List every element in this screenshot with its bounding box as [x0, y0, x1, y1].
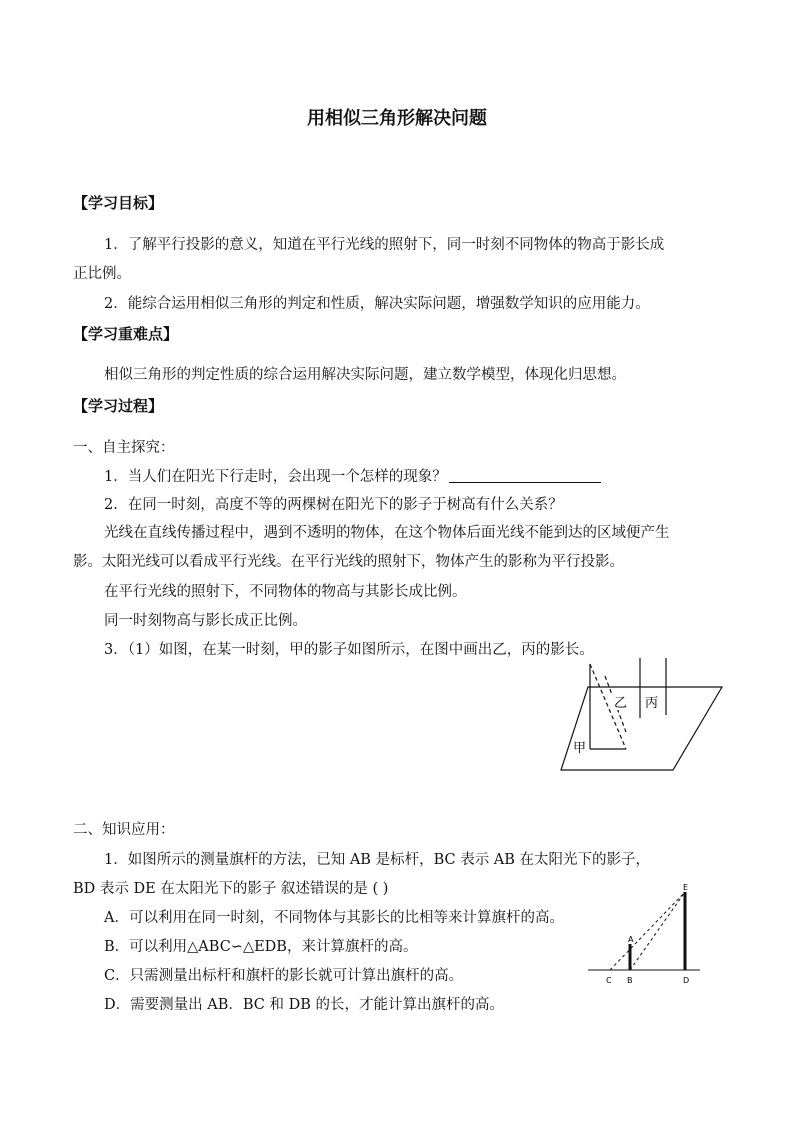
- sun-ray-be: [630, 892, 685, 970]
- goal-item-1: 1．了解平行投影的意义，知道在平行光线的照射下，同一时刻不同物体的物高于影长成: [104, 237, 665, 253]
- apply-question-1-cont: BD 表示 DE 在太阳光下的影子 叙述错误的是 ( ): [73, 881, 389, 897]
- question-3: 3．（1）如图，在某一时刻，甲的影子如图所示，在图中画出乙，丙的影长。: [104, 642, 594, 658]
- option-d: D．需要测量出 AB．BC 和 DB 的长，才能计算出旗杆的高。: [104, 997, 504, 1013]
- paragraph-2: 在平行光线的照射下，不同物体的物高与其影长成比例。: [104, 584, 467, 600]
- sun-ray-ce: [610, 892, 685, 970]
- label-jia: 甲: [573, 741, 587, 756]
- label-bing: 丙: [645, 696, 659, 711]
- key-points-heading: 【学习重难点】: [73, 325, 179, 343]
- label-b: B: [627, 976, 633, 985]
- label-e: E: [683, 883, 689, 892]
- option-c: C．只需测量出标杆和旗杆的影长就可计算出旗杆的高。: [104, 968, 464, 984]
- question-1-text: 1．当人们在阳光下行走时，会出现一个怎样的现象？: [104, 469, 447, 485]
- goal-item-1-cont: 正比例。: [73, 266, 131, 282]
- label-yi: 乙: [614, 696, 628, 711]
- question-2: 2．在同一时刻，高度不等的两棵树在阳光下的影子于树高有什么关系？: [104, 497, 563, 513]
- key-points-text: 相似三角形的判定性质的综合运用解决实际问题，建立数学模型，体现化归思想。: [104, 367, 626, 383]
- goals-heading: 【学习目标】: [73, 194, 164, 212]
- option-b: B．可以利用△ABC∽△EDB，来计算旗杆的高。: [104, 939, 418, 955]
- page-title: 用相似三角形解决问题: [307, 108, 487, 129]
- option-a: A．可以利用在同一时刻，不同物体与其影长的比相等来计算旗杆的高。: [104, 910, 564, 926]
- paragraph-3: 同一时刻物高与影长成正比例。: [104, 613, 307, 629]
- label-a: A: [628, 935, 634, 944]
- label-d: D: [683, 976, 690, 985]
- part2-title: 二、知识应用：: [73, 822, 175, 838]
- goal-item-2: 2．能综合运用相似三角形的判定和性质，解决实际问题，增强数学知识的应用能力。: [104, 296, 650, 312]
- paragraph-1: 光线在直线传播过程中，遇到不透明的物体，在这个物体后面光线不能到达的区域便产生: [104, 525, 670, 541]
- paragraph-1-cont: 影。太阳光线可以看成平行光线。在平行光线的照射下，物体产生的影称为平行投影。: [73, 554, 624, 570]
- label-c: C: [606, 976, 612, 985]
- part1-title: 一、自主探究：: [73, 440, 175, 456]
- apply-question-1: 1．如图所示的测量旗杆的方法，已知 AB 是标杆，BC 表示 AB 在太阳光下的影子，: [104, 852, 651, 868]
- process-heading: 【学习过程】: [73, 397, 164, 415]
